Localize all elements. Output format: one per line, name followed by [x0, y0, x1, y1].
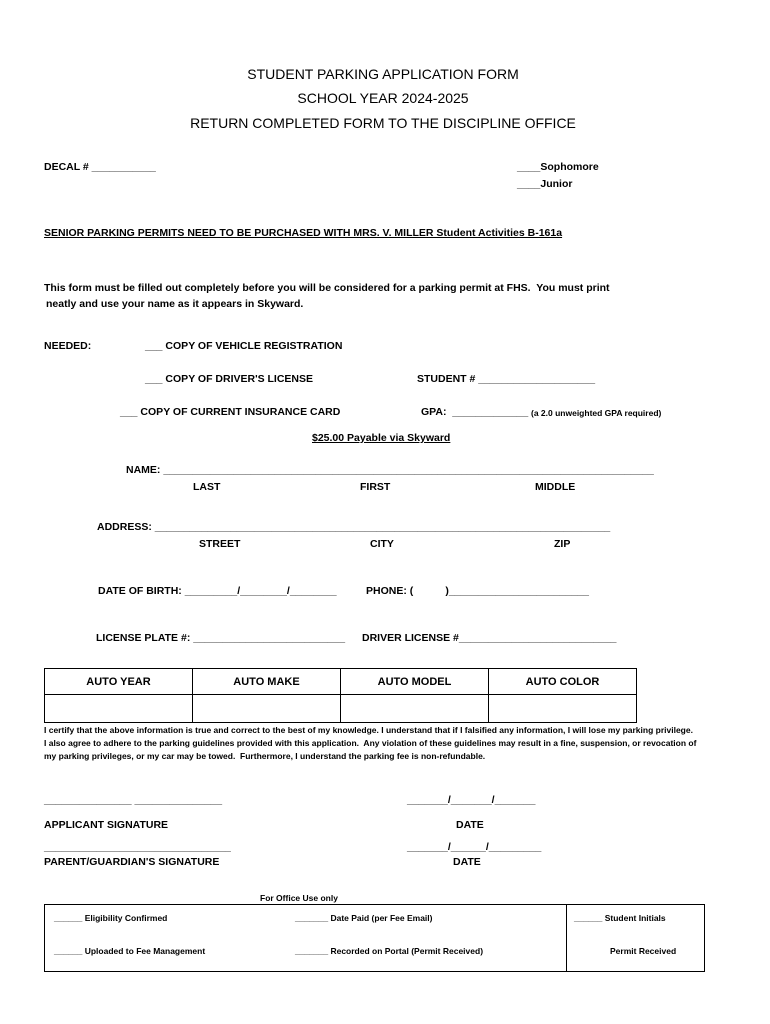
auto-make-cell[interactable] — [193, 695, 341, 723]
last-name-label: LAST — [193, 481, 221, 493]
recorded-on-portal[interactable]: _______ Recorded on Portal (Permit Received) — [295, 946, 484, 956]
insurance-checkbox[interactable]: ___ COPY OF CURRENT INSURANCE CARD — [120, 406, 341, 418]
auto-color-cell[interactable] — [489, 695, 637, 723]
certification-line-1: I certify that the above information is true and correct to the best of my knowledge. I understand that if I falsified any information, I will lose my parking privilege. — [44, 725, 693, 735]
return-instruction: RETURN COMPLETED FORM TO THE DISCIPLINE OFFICE — [190, 115, 576, 131]
auto-model-cell[interactable] — [341, 695, 489, 723]
school-year: SCHOOL YEAR 2024-2025 — [297, 90, 469, 106]
senior-permit-notice: SENIOR PARKING PERMITS NEED TO BE PURCHASED WITH MRS. V. MILLER Student Activities B-161a — [44, 227, 563, 239]
drivers-license-checkbox[interactable]: ___ COPY OF DRIVER'S LICENSE — [145, 373, 314, 385]
vehicle-table-row — [45, 695, 637, 723]
auto-year-cell[interactable] — [45, 695, 193, 723]
address-field[interactable]: ADDRESS: ______________________________________________________________________________ — [97, 521, 611, 533]
form-title: STUDENT PARKING APPLICATION FORM — [247, 66, 519, 82]
student-initials[interactable]: ______ Student Initials — [574, 913, 666, 923]
middle-name-label: MIDDLE — [535, 481, 576, 493]
date-paid[interactable]: _______ Date Paid (per Fee Email) — [295, 913, 433, 923]
parent-date-label: DATE — [453, 856, 481, 868]
street-label: STREET — [199, 538, 241, 550]
office-box-divider — [566, 905, 567, 971]
parent-date-line[interactable]: _______/______/_________ — [407, 841, 542, 853]
first-name-label: FIRST — [360, 481, 391, 493]
sophomore-option[interactable]: ____Sophomore — [517, 161, 599, 173]
vehicle-table-header — [45, 669, 637, 695]
zip-label: ZIP — [554, 538, 571, 550]
auto-make-header: AUTO MAKE — [193, 669, 341, 695]
applicant-signature-line[interactable]: _______________ _______________ — [44, 794, 223, 806]
auto-color-header: AUTO COLOR — [489, 669, 637, 695]
driver-license-field[interactable]: DRIVER LICENSE #___________________________ — [362, 632, 617, 644]
student-number-field[interactable]: STUDENT # ____________________ — [417, 373, 596, 385]
permit-received: Permit Received — [610, 946, 677, 956]
gpa-note: (a 2.0 unweighted GPA required) — [531, 408, 662, 418]
parent-signature-label: PARENT/GUARDIAN'S SIGNATURE — [44, 856, 220, 868]
phone-field[interactable]: PHONE: ( )________________________ — [366, 585, 589, 597]
instructions-line-2: neatly and use your name as it appears in Skyward. — [46, 298, 304, 310]
auto-year-header: AUTO YEAR — [45, 669, 193, 695]
date-of-birth-field[interactable]: DATE OF BIRTH: _________/________/________ — [98, 585, 337, 597]
junior-option[interactable]: ____Junior — [517, 178, 573, 190]
payment-note: $25.00 Payable via Skyward — [312, 432, 451, 444]
city-label: CITY — [370, 538, 394, 550]
registration-checkbox[interactable]: ___ COPY OF VEHICLE REGISTRATION — [145, 340, 343, 352]
office-use-box — [44, 904, 705, 972]
decal-field[interactable]: DECAL # ___________ — [44, 161, 156, 173]
instructions-line-1: This form must be filled out completely before you will be considered for a parking permit at FHS. You must print — [44, 282, 610, 294]
eligibility-confirmed[interactable]: ______ Eligibility Confirmed — [54, 913, 168, 923]
applicant-date-label: DATE — [456, 819, 484, 831]
vehicle-table — [44, 668, 637, 723]
needed-label: NEEDED: — [44, 340, 92, 352]
applicant-date-line[interactable]: _______/_______/_______ — [407, 794, 536, 806]
certification-line-2: I also agree to adhere to the parking guidelines provided with this application. Any violation of these guidelines may result in a fine, suspension, or revocation of — [44, 738, 697, 748]
applicant-signature-label: APPLICANT SIGNATURE — [44, 819, 169, 831]
parent-signature-line[interactable]: ________________________________ — [44, 841, 231, 853]
certification-line-3: my parking privileges, or my car may be towed. Furthermore, I understand the parking fee is non-refundable. — [44, 751, 486, 761]
license-plate-field[interactable]: LICENSE PLATE #: __________________________ — [96, 632, 346, 644]
auto-model-header: AUTO MODEL — [341, 669, 489, 695]
name-field[interactable]: NAME: ____________________________________________________________________________________ — [126, 464, 654, 476]
gpa-field[interactable]: GPA: _____________ — [421, 406, 529, 418]
uploaded-to-fee-management[interactable]: ______ Uploaded to Fee Management — [54, 946, 206, 956]
office-use-title: For Office Use only — [260, 893, 338, 903]
